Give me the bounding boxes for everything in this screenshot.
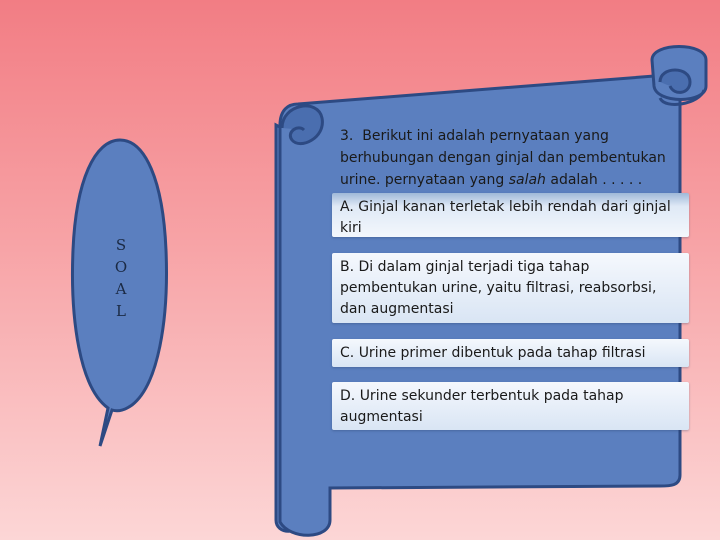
question-line-2: berhubungan dengan ginjal dan pembentukan [340, 150, 666, 166]
option-text: Di dalam ginjal terjadi tiga tahap pembentukan urine, yaitu filtrasi, reabsorbsi, dan augmentasi [340, 259, 657, 317]
question-text [340, 125, 690, 191]
option-letter: D. [340, 388, 356, 404]
soal-letter: A [115, 280, 127, 298]
soal-vertical-label [104, 234, 138, 322]
question-line-3: urine. pernyataan yang salah adalah . . . . . [340, 172, 643, 188]
question-line-1: 3. Berikut ini adalah pernyataan yang [340, 128, 609, 144]
option-text: Urine primer dibentuk pada tahap filtrasi [358, 345, 646, 361]
question-number: 3. [340, 128, 354, 144]
option-text: Ginjal kanan terletak lebih rendah dari ginjal kiri [340, 199, 671, 236]
option-c[interactable] [332, 339, 689, 367]
soal-letter: L [116, 302, 126, 320]
option-b[interactable] [332, 253, 689, 323]
option-letter: C. [340, 345, 355, 361]
option-a[interactable] [332, 193, 689, 237]
soal-letter: S [115, 236, 127, 254]
soal-letter: O [114, 258, 128, 276]
option-text: Urine sekunder terbentuk pada tahap augmentasi [340, 388, 624, 425]
option-d[interactable] [332, 382, 689, 430]
option-letter: B. [340, 259, 355, 275]
option-letter: A. [340, 199, 354, 215]
emphasis-salah: salah [508, 172, 546, 188]
